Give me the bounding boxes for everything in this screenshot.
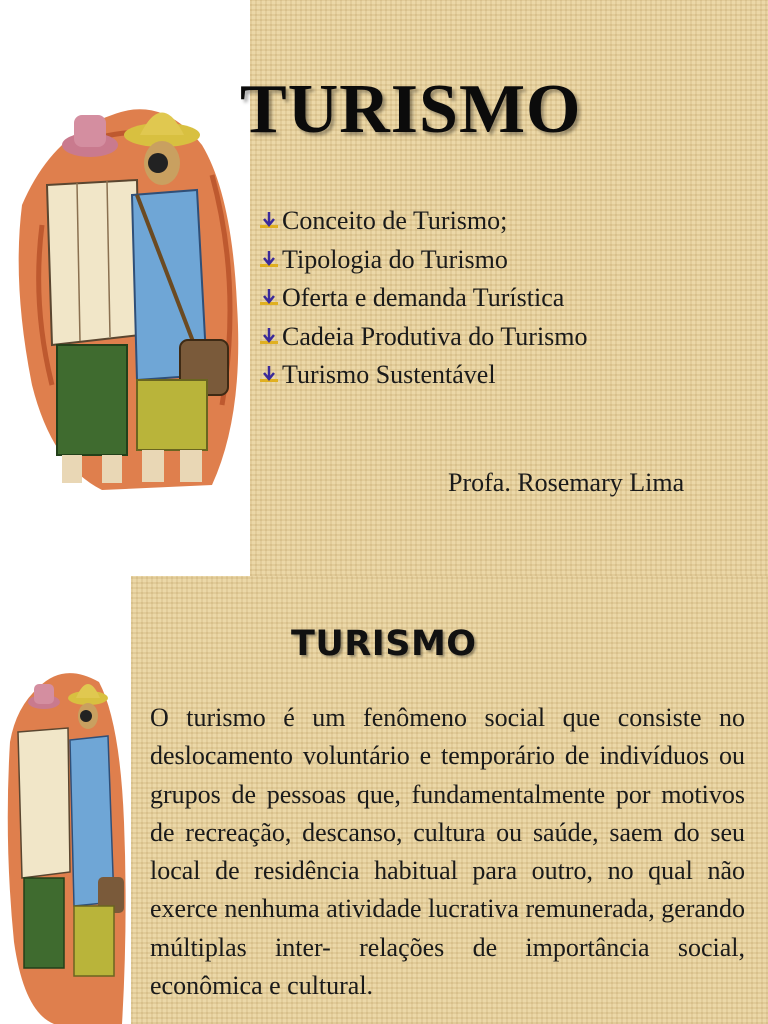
arrow-down-bullet-icon <box>258 326 280 348</box>
tourists-illustration-icon <box>4 662 128 1024</box>
topic-label: Turismo Sustentável <box>282 360 496 389</box>
topic-label: Oferta e demanda Turística <box>282 283 565 312</box>
topic-label: Tipologia do Turismo <box>282 244 508 274</box>
topic-label: Conceito de Turismo; <box>282 206 508 235</box>
topic-list <box>258 202 588 395</box>
arrow-down-bullet-icon <box>258 249 280 271</box>
arrow-down-bullet-icon <box>258 287 280 309</box>
topic-label: Cadeia Produtiva do Turismo <box>282 321 588 351</box>
list-item <box>258 202 588 241</box>
arrow-down-bullet-icon <box>258 210 280 232</box>
slide-title: TURISMO <box>240 71 582 148</box>
definition-paragraph: O turismo é um fenômeno social que consiste no deslocamento voluntário e temporário de indivíduos ou grupos de pessoas que, fundamentalmente por motivos de recreação, descanso, cultura ou saúde, saem do seu local de residência habitual para outro, no qual não exerce nenhuma atividade lucrativa remunerada, gerando múltiplas inter- relações de importância social, econômica e cultural. <box>150 703 745 1001</box>
tourists-illustration-icon <box>12 85 244 495</box>
author-name: Profa. Rosemary Lima <box>448 468 685 497</box>
list-item <box>258 279 588 318</box>
list-item <box>258 318 588 357</box>
list-item <box>258 241 588 280</box>
list-item <box>258 356 588 395</box>
slide-title: TURISMO <box>291 624 477 664</box>
arrow-down-bullet-icon <box>258 364 280 386</box>
